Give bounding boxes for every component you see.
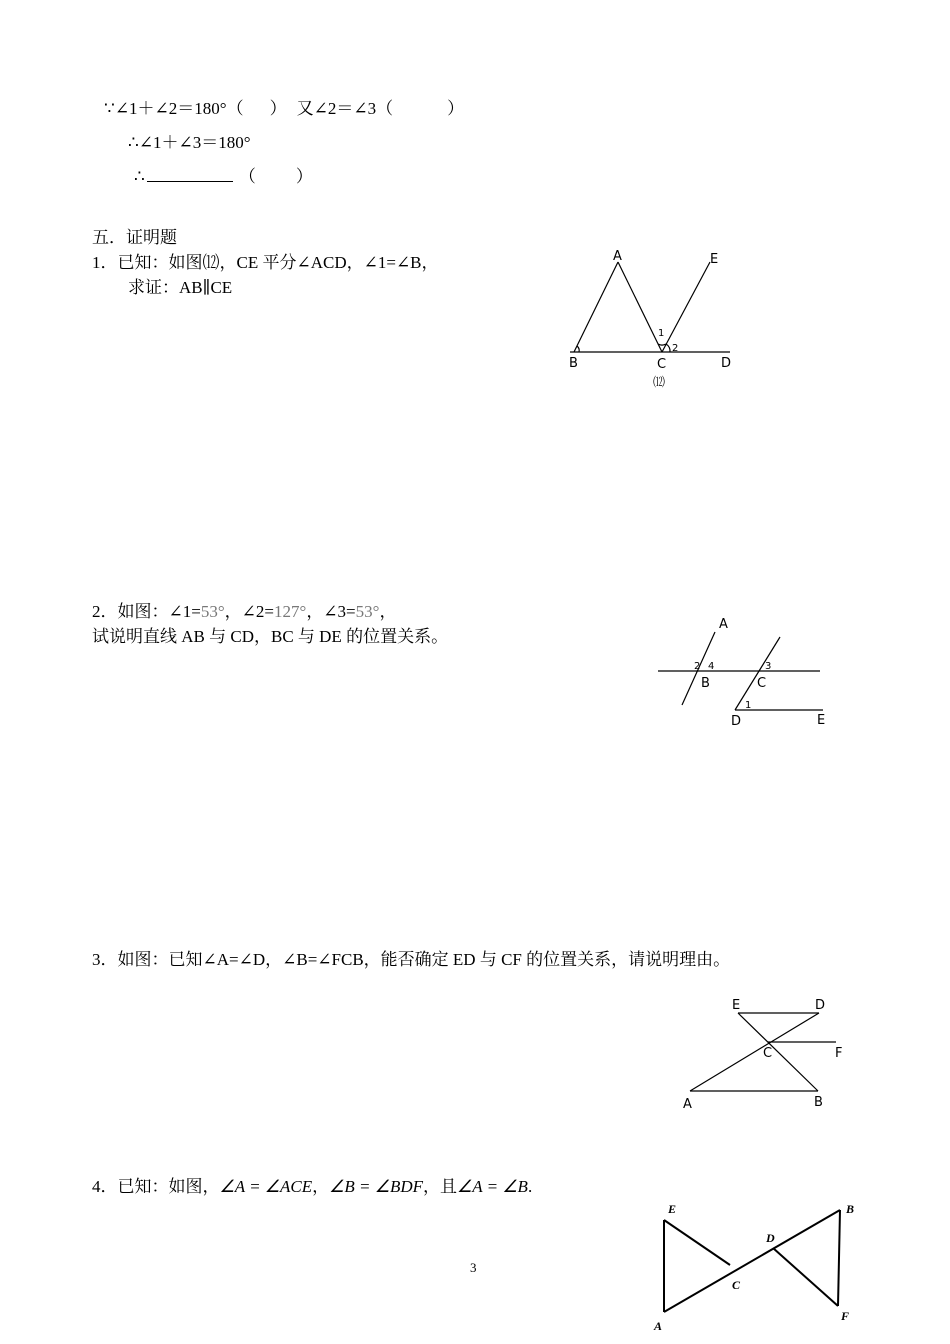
proof-line-1-close: ） (269, 99, 287, 118)
angle-2-arc (666, 344, 670, 352)
problem-2-line-2: 试说明直线 AB 与 CD，BC 与 DE 的位置关系。 (92, 627, 449, 646)
problem-4-text-d: . (527, 1177, 533, 1196)
proof-line-1 (104, 100, 464, 117)
proof-line-1-again: 又∠2＝∠3（ (296, 99, 394, 118)
fig2-label-b: B (701, 676, 710, 691)
fig1-label-e: E (710, 252, 719, 267)
problem-4-line-1 (92, 1178, 532, 1195)
problem-2-text-a: 如图：∠1= (117, 602, 201, 621)
segment-ec (664, 1220, 730, 1265)
segment-ac (618, 262, 665, 352)
angle-b-arc (577, 346, 579, 352)
problem-3-number: 3． (92, 950, 118, 969)
problem-2-angle-1-value: 53° (200, 602, 225, 621)
problem-4-text-c: ，且 (423, 1177, 458, 1196)
figure-problem-3 (676, 990, 866, 1115)
segment-bf (838, 1210, 840, 1306)
proof-line-3 (134, 167, 313, 185)
proof-line-2: ∴∠1＋∠3＝180° (128, 133, 251, 152)
problem-2-number: 2． (92, 602, 118, 621)
fig4-label-a: A (654, 1319, 663, 1333)
fig3-label-e: E (732, 998, 741, 1013)
problem-4-equation-3: ∠A = ∠B (457, 1177, 528, 1196)
figure-12 (560, 240, 750, 395)
problem-3-text: 如图：已知∠A=∠D，∠B=∠FCB，能否确定 ED 与 CF 的位置关系，请说明理由。 (117, 950, 731, 969)
fig1-caption: ⑿ (653, 375, 666, 389)
problem-4-number: 4． (92, 1177, 118, 1196)
fig1-label-a: A (613, 249, 622, 264)
segment-ab (574, 262, 618, 352)
fig3-label-a: A (683, 1097, 692, 1112)
line-cd (735, 637, 780, 710)
problem-2-text-b: ，∠2= (224, 602, 274, 621)
fig4-label-b: B (846, 1202, 855, 1216)
problem-1-line-2: 求证：AB∥CE (128, 278, 233, 297)
fig1-label-angle-2: 2 (672, 343, 679, 354)
fig2-label-a: A (719, 617, 728, 632)
segment-da (690, 1013, 819, 1091)
answer-blank[interactable] (147, 167, 233, 182)
problem-3-line-1 (92, 951, 730, 968)
fig2-label-angle-2: 2 (694, 661, 701, 672)
fig2-label-angle-1: 1 (745, 700, 752, 711)
problem-4-text-a: 已知：如图， (117, 1177, 220, 1196)
segment-ce (662, 262, 710, 352)
proof-line-3-paren: （ (238, 167, 256, 186)
problem-4-text-b: ， (312, 1177, 330, 1196)
fig1-label-b: B (569, 356, 578, 371)
fig3-label-c: C (763, 1046, 773, 1061)
segment-ab (664, 1210, 840, 1312)
problem-2-angle-3-value: 53° (355, 602, 380, 621)
fig2-label-d: D (731, 714, 742, 729)
figure-problem-4 (650, 1196, 865, 1344)
fig1-label-c: C (657, 357, 667, 372)
fig2-label-angle-3: 3 (765, 661, 772, 672)
problem-2-text-c: ，∠3= (306, 602, 356, 621)
problem-2-text-d: ， (379, 602, 397, 621)
proof-line-3-therefore: ∴ (134, 167, 145, 186)
problem-1-number: 1． (92, 253, 118, 272)
problem-2-line-1 (92, 603, 396, 620)
fig3-label-b: B (814, 1095, 823, 1110)
segment-eb (738, 1013, 818, 1091)
fig2-label-angle-4: 4 (708, 661, 715, 672)
problem-1-line-1 (92, 254, 439, 271)
proof-line-1-since: ∵∠1＋∠2＝180°（ (104, 99, 244, 118)
problem-1-text: 已知：如图⑿，CE 平分∠ACD，∠1=∠B， (117, 253, 439, 272)
angle-1-arc (658, 344, 666, 345)
problem-4-equation-2: ∠B = ∠BDF (329, 1177, 424, 1196)
section-title: 五．证明题 (92, 228, 177, 247)
fig3-label-d: D (815, 998, 826, 1013)
segment-df (773, 1248, 838, 1306)
fig2-label-e: E (817, 713, 826, 728)
proof-line-3-paren-close: ） (295, 167, 313, 186)
page-number: 3 (470, 1260, 477, 1275)
problem-2-angle-2-value: 127° (274, 602, 307, 621)
fig1-label-angle-1: 1 (658, 328, 665, 339)
proof-line-1-close2: ） (447, 99, 465, 118)
fig4-label-f: F (841, 1309, 850, 1323)
fig1-label-d: D (721, 356, 732, 371)
problem-4-equation-1: ∠A = ∠ACE (219, 1177, 313, 1196)
fig4-label-c: C (732, 1278, 741, 1292)
fig4-label-d: D (766, 1231, 775, 1245)
fig3-label-f: F (835, 1046, 843, 1061)
figure-problem-2 (650, 610, 840, 735)
fig4-label-e: E (668, 1202, 677, 1216)
fig2-label-c: C (757, 676, 767, 691)
